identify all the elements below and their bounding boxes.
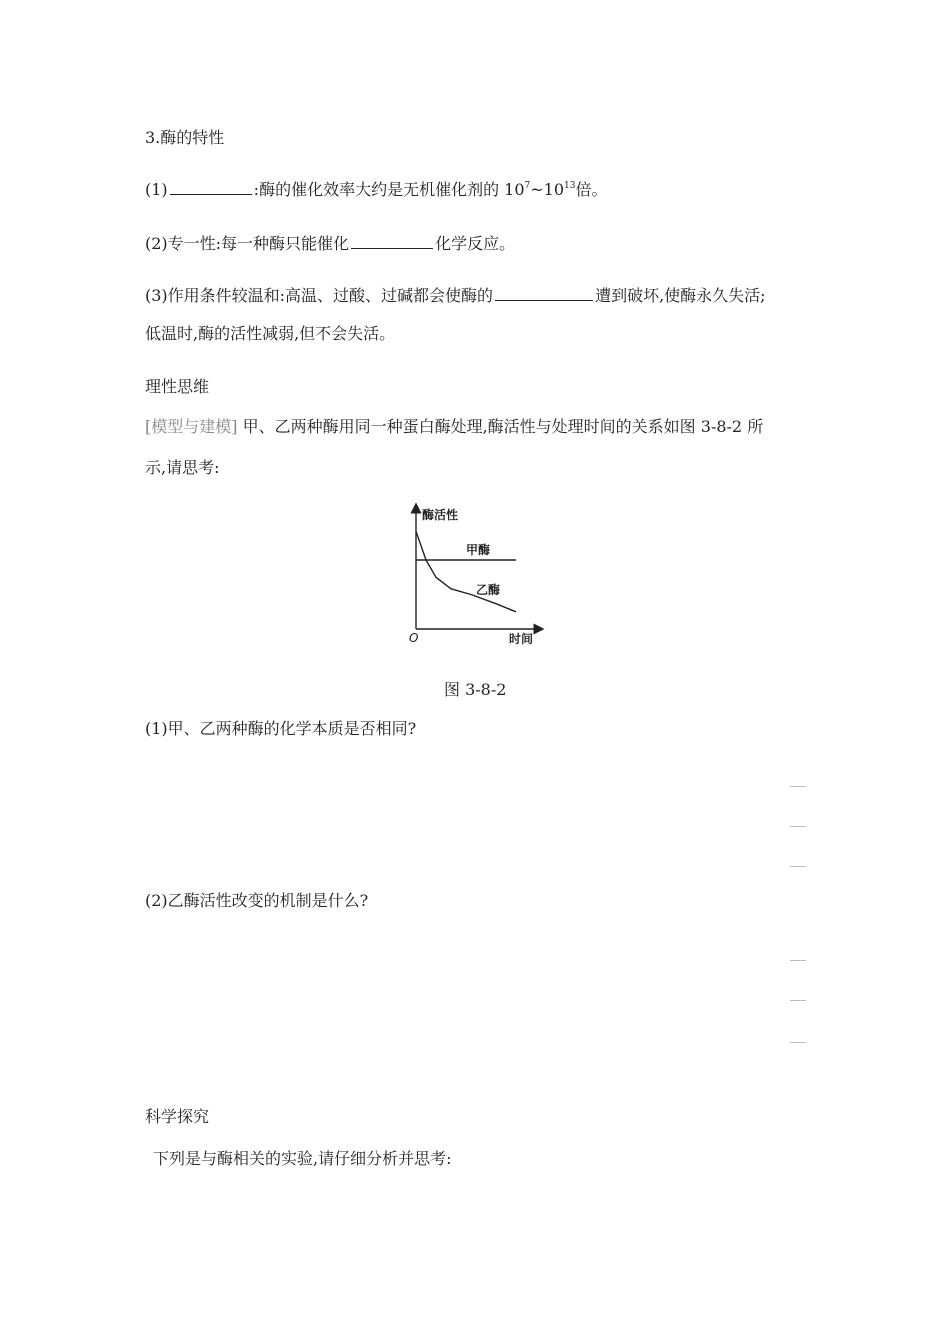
answer-line — [790, 1000, 806, 1001]
property-item-1: (1) :酶的催化效率大约是无机催化剂的 $10^7\sim 10^{13}$倍。 — [145, 180, 608, 199]
question-1: (1)甲、乙两种酶的化学本质是否相同? — [145, 719, 417, 738]
answer-line — [790, 1042, 806, 1043]
enzyme-activity-chart — [405, 502, 545, 647]
series-label-1: 乙酶 — [476, 582, 501, 597]
chart-svg — [405, 502, 545, 647]
answer-line — [790, 960, 806, 961]
answer-blank[interactable] — [495, 284, 593, 301]
answer-line — [790, 786, 806, 787]
science-inquiry-intro: 下列是与酶相关的实验,请仔细分析并思考: — [153, 1149, 452, 1168]
series-label-0: 甲酶 — [466, 543, 491, 557]
property-item-3-continued: 低温时,酶的活性减弱,但不会失活。 — [145, 324, 396, 343]
model-intro-continued: 示,请思考: — [145, 458, 220, 477]
section-title: 3.酶的特性 — [145, 128, 225, 147]
series-layer — [416, 531, 516, 612]
model-tag: [模型与建模] — [145, 417, 238, 436]
property-item-2: (2)专一性:每一种酶只能催化 化学反应。 — [145, 234, 516, 253]
answer-blank[interactable] — [351, 232, 433, 249]
science-inquiry-heading: 科学探究 — [145, 1107, 210, 1126]
y-axis-label: 酶活性 — [422, 508, 459, 522]
question-2: (2)乙酶活性改变的机制是什么? — [145, 891, 369, 910]
model-intro: [模型与建模] 甲、乙两种酶用同一种蛋白酶处理,酶活性与处理时间的关系如图 3-8-2 所 — [145, 417, 764, 436]
rational-thinking-heading: 理性思维 — [145, 377, 210, 396]
origin-label: O — [409, 631, 419, 645]
answer-line — [790, 866, 806, 867]
x-axis-label: 时间 — [509, 632, 534, 646]
answer-blank[interactable] — [170, 178, 252, 195]
figure-caption: 图 3-8-2 — [444, 680, 507, 699]
answer-line — [790, 826, 806, 827]
property-item-3: (3)作用条件较温和:高温、过酸、过碱都会使酶的 遭到破坏,使酶永久失活; — [145, 286, 766, 305]
